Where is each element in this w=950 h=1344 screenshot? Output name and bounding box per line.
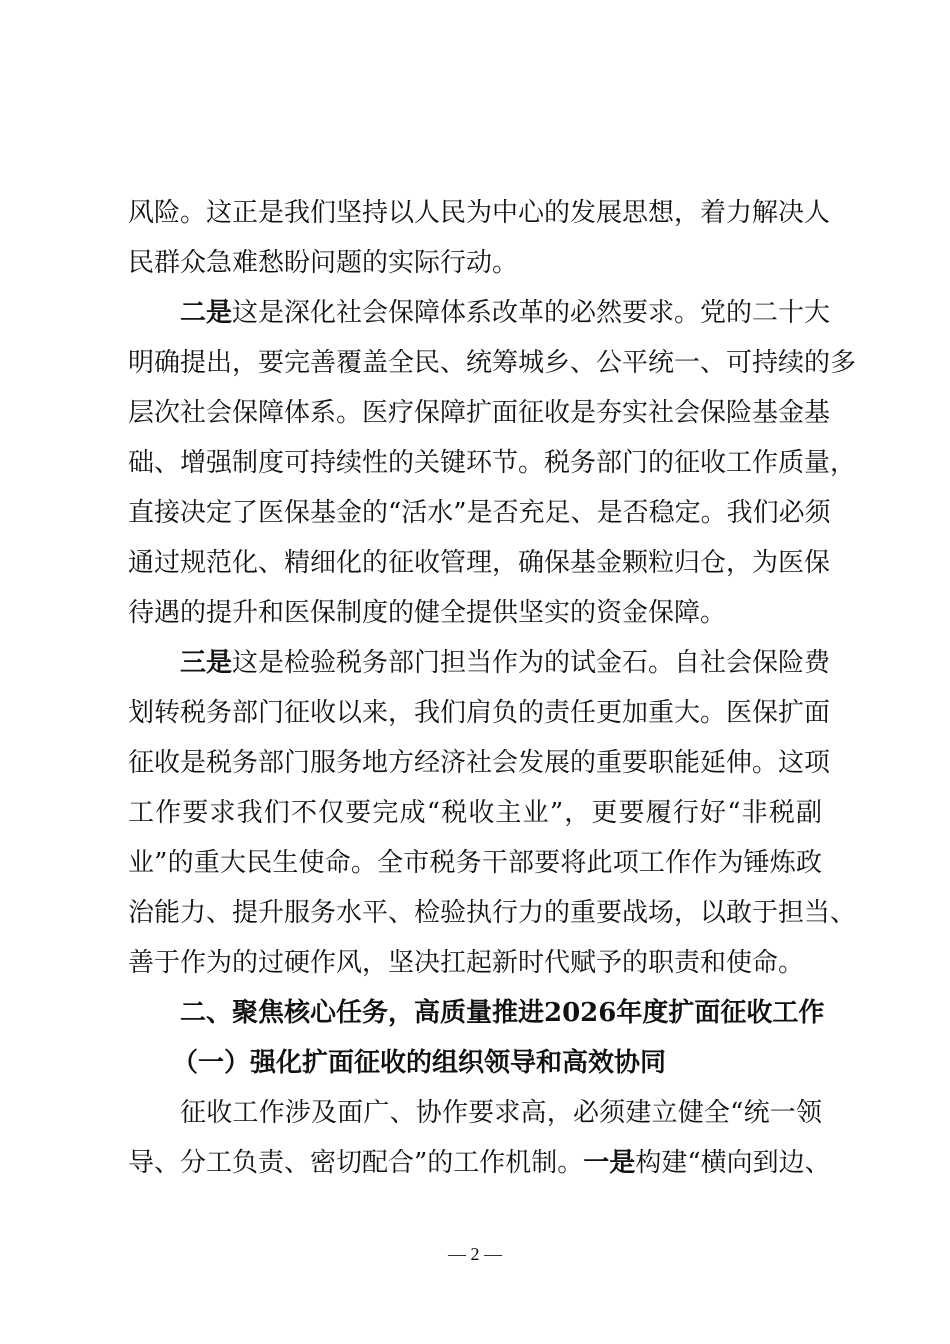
text-line: 划转税务部门征收以来，我们肩负的责任更加重大。医保扩面 (128, 698, 831, 728)
section-heading: 二、聚焦核心任务，高质量推进2026年度扩面征收工作 (180, 998, 825, 1028)
text-span: 导、分工负责、密切配合”的工作机制。 (128, 1148, 584, 1178)
bold-lead: 一是 (583, 1148, 636, 1178)
text-line: 业”的重大民生使命。全市税务干部要将此项工作作为锤炼政 (128, 848, 822, 878)
text-line: 待遇的提升和医保制度的健全提供坚实的资金保障。 (128, 598, 727, 628)
text-line: 直接决定了医保基金的“活水”是否充足、是否稳定。我们必须 (128, 498, 831, 528)
text-span: 这是检验税务部门担当作为的试金石。自社会保险费 (232, 648, 831, 678)
text-line: 层次社会保障体系。医疗保障扩面征收是夯实社会保险基金基 (128, 398, 831, 428)
bold-lead: 二是 (180, 298, 233, 328)
bold-lead: 三是 (180, 648, 233, 678)
text-line (180, 288, 831, 338)
text-span: 构建“横向到边、 (635, 1148, 831, 1178)
page-number: — 2 — (448, 1244, 502, 1264)
text-line: 工作要求我们不仅要完成“税收主业”，更要履行好“非税副 (128, 798, 822, 828)
subsection-heading: （一）强化扩面征收的组织领导和高效协同 (172, 1048, 667, 1078)
text-line: 础、增强制度可持续性的关键环节。税务部门的征收工作质量， (128, 448, 857, 478)
text-span: 这是深化社会保障体系改革的必然要求。党的二十大 (232, 298, 831, 328)
text-line: 民群众急难愁盼问题的实际行动。 (128, 248, 519, 278)
text-line (180, 638, 831, 688)
text-line: 善于作为的过硬作风，坚决扛起新时代赋予的职责和使命。 (128, 948, 805, 978)
text-line: 明确提出，要完善覆盖全民、统筹城乡、公平统一、可持续的多 (128, 348, 857, 378)
text-line (128, 1138, 831, 1188)
text-line: 通过规范化、精细化的征收管理，确保基金颗粒归仓，为医保 (128, 548, 831, 578)
text-line: 风险。这正是我们坚持以人民为中心的发展思想，着力解决人 (128, 198, 831, 228)
text-line: 征收工作涉及面广、协作要求高，必须建立健全“统一领 (180, 1098, 822, 1128)
text-line: 治能力、提升服务水平、检验执行力的重要战场，以敢于担当、 (128, 898, 857, 928)
text-line: 征收是税务部门服务地方经济社会发展的重要职能延伸。这项 (128, 748, 831, 778)
